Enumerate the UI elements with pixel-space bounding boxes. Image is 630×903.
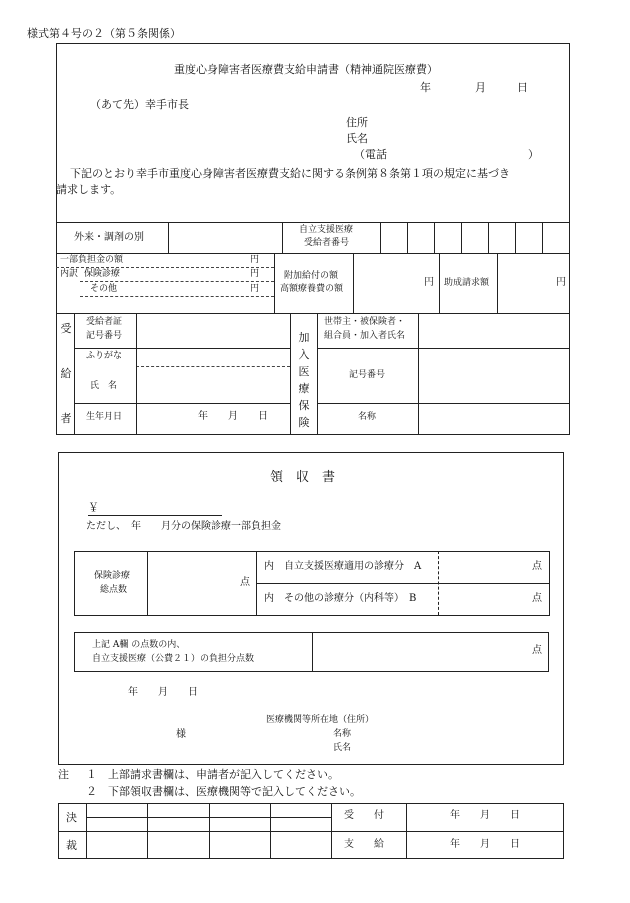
note-2-text: 下部領収書欄は、医療機関等で記入してください。: [108, 785, 361, 798]
insurance-yen: 円: [250, 269, 260, 279]
total-points-unit: 点: [240, 577, 250, 588]
decision-label-1: 決: [66, 811, 77, 824]
subsidy-label: 助成請求額: [444, 278, 490, 288]
additional-pay-label-2: 高額療養費の額: [280, 284, 344, 294]
insurance-vertical: [297, 329, 311, 431]
holder-label-2: 組合員・加入者氏名: [324, 331, 406, 341]
jiritsu-label-2: 受給者番号: [304, 238, 350, 248]
inner-a-label: 内 自立支援医療適用の診療分 A: [264, 561, 422, 572]
paid-date: 年 月 日: [450, 839, 520, 850]
phone-label: （電話: [354, 148, 387, 161]
jiritsu-label-1: 自立支援医療: [299, 225, 354, 235]
institution-name-label: 名称: [333, 729, 352, 739]
body-line-1: 下記のとおり幸手市重度心身障害者医療費支給に関する条例第８条第１項の規定に基づき: [70, 167, 510, 180]
recipient-vertical-1: 受: [60, 322, 72, 335]
addressee: （あて先）幸手市長: [90, 98, 189, 111]
burden-label-2: 自立支援医療（公費２１）の負担分点数: [92, 654, 255, 664]
visit-type-label: 外来・調剤の別: [74, 232, 144, 243]
recipient-vertical-2: 給: [60, 367, 72, 380]
copay-yen: 円: [250, 255, 260, 265]
body-line-2: 請求します。: [56, 183, 122, 196]
date-year: 年: [420, 81, 431, 94]
burden-unit: 点: [532, 645, 542, 656]
note-1-number: １: [86, 768, 97, 781]
sama-label: 様: [176, 729, 186, 740]
note-2-number: ２: [86, 785, 97, 798]
copay-label: 一部負担金の額: [60, 255, 124, 265]
ins-v2: 入: [298, 348, 310, 362]
holder-label-1: 世帯主・被保険者・: [324, 317, 406, 327]
name-label: 氏名: [346, 132, 368, 145]
additional-pay-label-1: 附加給付の額: [284, 271, 339, 281]
birth-label: 生年月日: [86, 412, 123, 422]
breakdown-label: 内訳: [60, 269, 79, 279]
insurance-label: 保険診療: [84, 269, 121, 279]
additional-pay-yen: 円: [424, 277, 434, 288]
receipt-title: 領 収 書: [270, 470, 336, 485]
application-title: 重度心身障害者医療費支給申請書（精神通院医療費）: [174, 63, 438, 76]
received-label: 受 付: [344, 810, 384, 821]
furigana-label: ふりがな: [86, 351, 123, 361]
ins-v4: 療: [298, 382, 310, 396]
note-1-text: 上部請求書欄は、申請者が記入してください。: [108, 768, 339, 781]
ins-v5: 保: [298, 399, 310, 413]
decision-label-2: 裁: [66, 839, 77, 852]
receipt-proviso: ただし、 年 月分の保険診療一部負担金: [86, 521, 281, 532]
total-points-label-2: 総点数: [100, 585, 128, 595]
inner-a-unit: 点: [532, 561, 542, 572]
inner-b-unit: 点: [532, 593, 542, 604]
other-yen: 円: [250, 284, 260, 294]
phone-close: ）: [528, 148, 539, 161]
ins-v6: 険: [298, 416, 310, 430]
insurer-name-label: 名称: [358, 412, 377, 422]
ins-v1: 加: [298, 331, 310, 344]
total-points-label-1: 保険診療: [94, 571, 131, 581]
ins-v3: 医: [298, 365, 310, 379]
paid-label: 支 給: [344, 839, 384, 850]
date-month: 月: [475, 81, 486, 94]
address-label: 住所: [346, 116, 368, 129]
institution-person-label: 氏名: [333, 743, 352, 753]
inner-b-label: 内 その他の診療分（内科等） B: [264, 593, 417, 604]
recipient-name-label: 氏 名: [90, 381, 118, 391]
other-label: その他: [90, 284, 118, 294]
birth-date: 年 月 日: [198, 411, 268, 422]
received-date: 年 月 日: [450, 810, 520, 821]
recipient-vertical-3: 者: [60, 412, 72, 425]
cert-label-2: 記号番号: [86, 331, 123, 341]
cert-label-1: 受給者証: [86, 317, 123, 327]
date-day: 日: [517, 81, 528, 94]
subsidy-yen: 円: [556, 277, 566, 288]
form-number: 様式第４号の２（第５条関係）: [27, 27, 181, 40]
institution-address-label: 医療機関等所在地（住所）: [266, 715, 375, 725]
note-prefix: 注: [58, 768, 69, 781]
symbol-number-label: 記号番号: [349, 370, 386, 380]
receipt-date: 年 月 日: [128, 687, 198, 698]
yen-sign: ￥: [88, 501, 99, 514]
burden-label-1: 上記 A欄 の点数の内、: [92, 640, 186, 650]
